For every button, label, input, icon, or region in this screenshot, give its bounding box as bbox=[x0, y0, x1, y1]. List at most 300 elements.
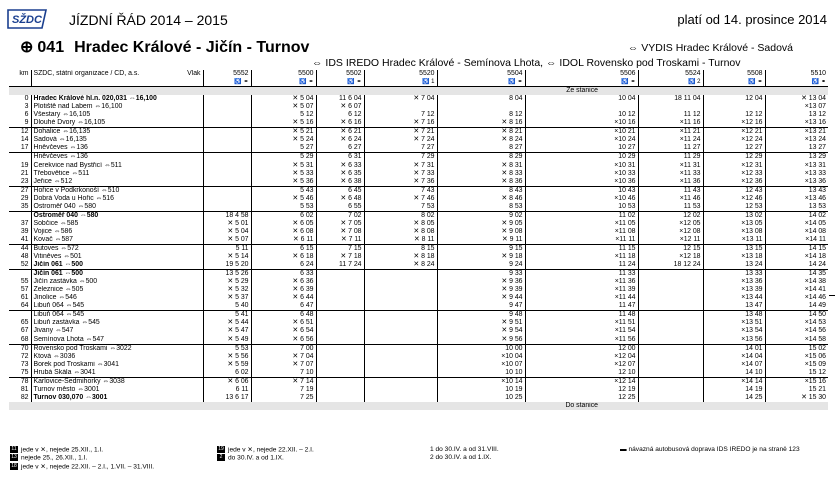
row-km: 70 bbox=[9, 344, 31, 353]
row-time: ×12 46 bbox=[703, 195, 765, 203]
row-km: 68 bbox=[9, 336, 31, 345]
row-time: 11 15 bbox=[525, 244, 638, 253]
row-time bbox=[316, 294, 364, 302]
row-time: 9 15 bbox=[437, 244, 525, 253]
row-time: ✕ 5 07 bbox=[251, 103, 316, 111]
row-time: 18 11 04 bbox=[638, 95, 703, 103]
row-km: 41 bbox=[9, 236, 31, 245]
row-time: 12 10 bbox=[525, 369, 638, 378]
row-time bbox=[638, 311, 703, 320]
row-time bbox=[638, 336, 703, 345]
footnote-text: jede v ✕, nejede 22.XII. – 2.I., 1.VII. – 31.VIII. bbox=[21, 462, 155, 470]
footnotes-col4 bbox=[620, 446, 820, 454]
row-time: ×10 21 bbox=[525, 128, 638, 137]
row-station: Borek pod Troskami ⇔3041 bbox=[31, 361, 203, 369]
row-station: Karlovice-Sedmihorky ⇔3038 bbox=[31, 377, 203, 386]
row-time: ✕ 7 21 bbox=[364, 128, 437, 137]
row-station: Jivany ⇔547 bbox=[31, 327, 203, 335]
row-time: ✕ 5 31 bbox=[251, 162, 316, 170]
row-time: ×14 05 bbox=[804, 219, 826, 227]
row-time bbox=[364, 386, 437, 394]
row-time: 9 02 bbox=[437, 211, 525, 220]
row-time bbox=[638, 353, 703, 361]
row-time bbox=[203, 136, 251, 144]
row-time: ×14 56 bbox=[804, 327, 826, 335]
table-row bbox=[9, 361, 828, 369]
row-time: ✕ 6 16 bbox=[316, 119, 364, 128]
row-km: 65 bbox=[9, 319, 31, 327]
row-time bbox=[364, 302, 437, 311]
row-time: ✕ 7 04 bbox=[364, 95, 437, 103]
row-time bbox=[203, 203, 251, 212]
row-station: Libuň zastávka ⇔545 bbox=[31, 319, 203, 327]
row-time bbox=[638, 319, 703, 327]
row-time: ×10 24 bbox=[525, 136, 638, 144]
row-time: 6 02 bbox=[251, 211, 316, 220]
bus-icon: ▬ bbox=[620, 446, 629, 453]
row-time bbox=[364, 319, 437, 327]
route-symbol-icon: ⊕ bbox=[20, 39, 34, 56]
row-time: 15 02 bbox=[765, 344, 828, 353]
table-row bbox=[9, 95, 828, 103]
connection-note-iredo-idol: ⇔ IDS IREDO Hradec Králové - Semínova Lhota, ⇔ IDOL Rovensko pod Troskami - Turnov bbox=[312, 57, 741, 69]
table-row bbox=[9, 377, 828, 386]
row-time: ×13 54 bbox=[703, 327, 765, 335]
row-time: 6 27 bbox=[316, 144, 364, 153]
row-time: 8 04 bbox=[437, 95, 525, 103]
row-time: ✕ 6 35 bbox=[316, 170, 364, 178]
row-time: 10 19 bbox=[437, 386, 525, 394]
row-time: ✕ 7 07 bbox=[251, 361, 316, 369]
footnotes-col2 bbox=[217, 446, 314, 463]
row-time: ✕ 6 56 bbox=[251, 336, 316, 345]
row-time: ×10 14 bbox=[437, 377, 525, 386]
row-time bbox=[638, 294, 703, 302]
row-time: ✕ 5 36 bbox=[251, 178, 316, 187]
row-station: Vitiněves ⇔501 bbox=[31, 253, 203, 261]
row-time: ×12 05 bbox=[638, 220, 703, 228]
row-time: 14 49 bbox=[808, 302, 826, 310]
row-time: ✕ 8 46 bbox=[437, 195, 525, 203]
row-time: ✕ 6 36 bbox=[251, 278, 316, 286]
row-time: 12 25 bbox=[525, 394, 638, 402]
row-time: ✕ 8 33 bbox=[437, 170, 525, 178]
row-time: 7 43 bbox=[364, 186, 437, 195]
row-time: ×13 36 bbox=[804, 177, 826, 185]
row-time: ✕ 6 21 bbox=[316, 128, 364, 137]
row-time: ×10 33 bbox=[525, 170, 638, 178]
row-time: ×11 46 bbox=[638, 195, 703, 203]
header-row-trains bbox=[9, 70, 828, 78]
table-row bbox=[9, 103, 828, 111]
row-time: 5 40 bbox=[203, 302, 251, 311]
row-time: 5 43 bbox=[251, 186, 316, 195]
row-time bbox=[364, 278, 437, 286]
row-time: 14 15 bbox=[765, 244, 828, 253]
row-time: ×12 21 bbox=[703, 128, 765, 137]
row-time bbox=[638, 369, 703, 378]
row-time: 11 27 bbox=[638, 144, 703, 153]
row-time: ×15 16 bbox=[765, 377, 828, 386]
row-time: ×14 07 bbox=[703, 361, 765, 369]
row-time: 14 35 bbox=[765, 270, 828, 279]
row-time: 14 10 bbox=[703, 369, 765, 378]
row-station: Libuň 064 ⇔545 bbox=[31, 302, 203, 311]
row-time: ✕ 7 31 bbox=[364, 162, 437, 170]
row-time: 12 04 bbox=[703, 95, 765, 103]
row-time bbox=[364, 369, 437, 378]
row-time: ×12 36 bbox=[703, 178, 765, 187]
row-time: 8 29 bbox=[437, 153, 525, 162]
row-time bbox=[364, 361, 437, 369]
row-time: ×12 31 bbox=[703, 162, 765, 170]
timetable bbox=[9, 70, 828, 410]
szdc-logo bbox=[6, 8, 48, 30]
row-km: 9 bbox=[9, 119, 31, 128]
row-station: Turnov město ⇔3001 bbox=[31, 386, 203, 394]
row-km: 21 bbox=[9, 170, 31, 178]
row-station: Železnice ⇔505 bbox=[31, 286, 203, 294]
row-km bbox=[9, 153, 31, 162]
train-facility-icon: ♿ 1 bbox=[364, 78, 437, 87]
row-time: ×11 54 bbox=[525, 327, 638, 335]
row-station: Vojice ⇔586 bbox=[31, 228, 203, 236]
row-time: 10 29 bbox=[525, 153, 638, 162]
row-time: 13 43 bbox=[765, 186, 828, 195]
row-km: 35 bbox=[9, 203, 31, 212]
row-time: ✕ 5 46 bbox=[251, 195, 316, 203]
row-time: 11 43 bbox=[638, 186, 703, 195]
row-time: ×12 24 bbox=[703, 136, 765, 144]
row-time: 19 5 20 bbox=[203, 261, 251, 270]
row-station: Dlouhé Dvory ⇔16,105 bbox=[31, 119, 203, 128]
row-time: ✕ 9 39 bbox=[437, 286, 525, 294]
row-time bbox=[203, 95, 251, 103]
row-time bbox=[203, 128, 251, 137]
row-time bbox=[316, 270, 364, 279]
bus-note: návazná autobusová doprava IDS IREDO je na straně 123 bbox=[628, 446, 800, 453]
table-row bbox=[9, 369, 828, 378]
row-time: ✕ 7 36 bbox=[364, 178, 437, 187]
row-time: ✕ 5 21 bbox=[251, 128, 316, 137]
row-time: 13 47 bbox=[703, 302, 765, 311]
row-time: 11 47 bbox=[525, 302, 638, 311]
row-time: ×14 46 bbox=[804, 294, 826, 302]
train-number: 5502 bbox=[316, 70, 364, 78]
table-row bbox=[9, 344, 828, 353]
row-time: ✕ 9 18 bbox=[437, 253, 525, 261]
row-time: 9 24 bbox=[437, 261, 525, 270]
header-km-blank bbox=[9, 78, 31, 87]
row-time: ✕ 15 30 bbox=[801, 393, 826, 401]
row-time: 8 43 bbox=[437, 186, 525, 195]
footnote: 2 do 30.IV. a od 1.IX. bbox=[430, 454, 492, 461]
page-edge-mark bbox=[829, 295, 835, 296]
row-time: ✕ 6 54 bbox=[251, 327, 316, 335]
row-station: Ktová ⇔3036 bbox=[31, 353, 203, 361]
table-row bbox=[9, 278, 828, 286]
row-time: 13 12 bbox=[808, 111, 826, 119]
table-row bbox=[9, 336, 828, 345]
row-time: ✕ 5 49 bbox=[203, 336, 251, 345]
row-time: ×13 44 bbox=[703, 294, 765, 302]
row-time: ×13 21 bbox=[765, 128, 828, 137]
row-km: 29 bbox=[9, 195, 31, 203]
row-time: ×13 16 bbox=[804, 119, 826, 127]
table-row bbox=[9, 253, 828, 261]
row-time: 11 29 bbox=[638, 153, 703, 162]
row-time bbox=[316, 361, 364, 369]
table-row bbox=[9, 162, 828, 170]
row-time bbox=[364, 286, 437, 294]
row-time bbox=[364, 270, 437, 279]
row-time: ×11 33 bbox=[638, 170, 703, 178]
row-time: ✕ 6 44 bbox=[251, 294, 316, 302]
row-time: ✕ 8 11 bbox=[364, 236, 437, 245]
table-row bbox=[9, 153, 828, 162]
table-row bbox=[9, 128, 828, 137]
row-time: ×12 16 bbox=[703, 119, 765, 128]
row-time: 13 27 bbox=[808, 144, 826, 152]
row-station: Ostroměř 040 ⇔580 bbox=[31, 203, 203, 212]
header-operator-blank bbox=[31, 78, 203, 87]
row-time: ×15 09 bbox=[804, 360, 826, 368]
train-facility-icon: ♿ ⚭ bbox=[203, 78, 251, 87]
row-time: 10 10 bbox=[437, 369, 525, 378]
row-time: ✕ 8 24 bbox=[437, 136, 525, 144]
row-time: ✕ 8 24 bbox=[364, 261, 437, 270]
row-time: 10 00 bbox=[437, 344, 525, 353]
row-time: ✕ 5 56 bbox=[203, 353, 251, 361]
row-time: ✕ 6 05 bbox=[251, 220, 316, 228]
footnote bbox=[10, 454, 154, 462]
row-time: ×12 07 bbox=[525, 361, 638, 369]
row-time: ×11 11 bbox=[525, 236, 638, 245]
row-time bbox=[203, 153, 251, 162]
row-time: ×13 51 bbox=[703, 319, 765, 327]
operator-label: SŽDC, státní organizace / ČD, a.s. bbox=[33, 70, 140, 77]
row-time: 11 48 bbox=[525, 311, 638, 320]
row-time: 6 02 bbox=[203, 369, 251, 378]
row-time: ×11 36 bbox=[638, 178, 703, 187]
header-operator bbox=[31, 70, 203, 78]
band-from-station-label: Ze stanice bbox=[9, 87, 828, 96]
row-time bbox=[316, 302, 364, 311]
row-km bbox=[9, 211, 31, 220]
row-time bbox=[638, 327, 703, 335]
row-time: ×12 33 bbox=[703, 170, 765, 178]
row-station: Hněvčeves ⇔136 bbox=[31, 144, 203, 153]
row-time: ×11 31 bbox=[638, 162, 703, 170]
row-time: 7 15 bbox=[316, 244, 364, 253]
row-time: ✕ 8 16 bbox=[437, 119, 525, 128]
row-time: 18 12 24 bbox=[638, 261, 703, 270]
row-time: ×11 24 bbox=[638, 136, 703, 144]
row-time: ✕ 7 11 bbox=[316, 236, 364, 245]
row-time: 12 19 bbox=[525, 386, 638, 394]
row-station: Jičín 061 ⇔500 bbox=[31, 270, 203, 279]
row-time bbox=[316, 311, 364, 320]
row-time: ✕ 5 47 bbox=[203, 327, 251, 335]
row-time: 7 02 bbox=[316, 211, 364, 220]
row-time: ✕ 5 07 bbox=[203, 236, 251, 245]
row-time: 12 02 bbox=[638, 211, 703, 220]
row-time: ✕ 7 18 bbox=[316, 253, 364, 261]
row-time: ✕ 7 24 bbox=[364, 136, 437, 144]
row-time: ✕ 5 04 bbox=[251, 95, 316, 103]
row-station: Hrubá Skála ⇔3041 bbox=[31, 369, 203, 378]
footnote-mark: 2 bbox=[217, 454, 225, 461]
row-station: Všestary ⇔16,105 bbox=[31, 111, 203, 119]
train-facility-icon: ♿ ⚭ bbox=[703, 78, 765, 87]
row-time: ×14 11 bbox=[805, 235, 826, 243]
row-time: 9 47 bbox=[437, 302, 525, 311]
row-time: ×13 33 bbox=[804, 169, 826, 177]
row-station: Kovač ⇔587 bbox=[31, 236, 203, 245]
row-time: ×14 38 bbox=[804, 278, 826, 286]
logo-text: SŽDC bbox=[12, 14, 42, 26]
row-time: ✕ 9 08 bbox=[437, 228, 525, 236]
row-time: 10 53 bbox=[525, 203, 638, 212]
row-time: ✕ 6 48 bbox=[316, 195, 364, 203]
footnote-mark: 11 bbox=[11, 446, 17, 452]
row-station: Cerekvice nad Bystřicí ⇔511 bbox=[31, 162, 203, 170]
row-time: 9 33 bbox=[437, 270, 525, 279]
row-time bbox=[364, 311, 437, 320]
train-facility-icon: ♿ ⚭ bbox=[316, 78, 364, 87]
row-time: 13 33 bbox=[703, 270, 765, 279]
row-station: Dobrá Voda u Hořic ⇔516 bbox=[31, 195, 203, 203]
footnotes-col3 bbox=[430, 446, 499, 462]
row-time: ✕ 8 18 bbox=[364, 253, 437, 261]
row-time: ×13 11 bbox=[703, 236, 765, 245]
row-time bbox=[316, 327, 364, 335]
row-time: ✕ 9 54 bbox=[437, 327, 525, 335]
row-time: ✕ 9 36 bbox=[437, 278, 525, 286]
row-time: 12 00 bbox=[525, 344, 638, 353]
row-time: ✕ 5 32 bbox=[203, 286, 251, 294]
row-station: Sadová ⇔16,135 bbox=[31, 136, 203, 144]
row-time: ×14 41 bbox=[804, 286, 826, 294]
row-time: ✕ 5 04 bbox=[203, 228, 251, 236]
row-station: Hněvčeves ⇔136 bbox=[31, 153, 203, 162]
row-time bbox=[364, 103, 437, 111]
row-time: ×14 08 bbox=[804, 227, 826, 235]
table-row bbox=[9, 319, 828, 327]
row-time: 14 19 bbox=[703, 386, 765, 394]
row-time: ✕ 6 51 bbox=[251, 319, 316, 327]
row-time: ×11 56 bbox=[525, 336, 638, 345]
row-time: 11 02 bbox=[525, 211, 638, 220]
row-km: 55 bbox=[9, 278, 31, 286]
row-time: 18 4 58 bbox=[203, 211, 251, 220]
row-time bbox=[525, 103, 638, 111]
footnote: 1 do 30.IV. a od 31.VIII. bbox=[430, 446, 499, 453]
row-time: ✕ 7 16 bbox=[364, 119, 437, 128]
row-km: 73 bbox=[9, 361, 31, 369]
row-time: ✕ 9 11 bbox=[437, 236, 525, 245]
row-time bbox=[364, 327, 437, 335]
row-time: 7 53 bbox=[364, 203, 437, 212]
row-km: 27 bbox=[9, 186, 31, 195]
row-time bbox=[316, 394, 364, 402]
row-time: 14 02 bbox=[765, 211, 828, 220]
row-station: Rovensko pod Troskami ⇔3022 bbox=[31, 344, 203, 353]
table-row bbox=[9, 327, 828, 335]
footnote bbox=[217, 446, 314, 454]
row-time: 6 55 bbox=[316, 203, 364, 212]
table-row bbox=[9, 111, 828, 119]
row-km: 75 bbox=[9, 369, 31, 378]
train-number: 5510 bbox=[810, 70, 826, 77]
row-time bbox=[203, 144, 251, 153]
row-time bbox=[316, 369, 364, 378]
row-time bbox=[437, 103, 525, 111]
row-time: ✕ 8 08 bbox=[364, 228, 437, 236]
row-time: ✕ 7 04 bbox=[251, 353, 316, 361]
row-station: Jinolice ⇔546 bbox=[31, 294, 203, 302]
row-time: ✕ 5 29 bbox=[203, 278, 251, 286]
row-time: ✕ 13 04 bbox=[801, 95, 826, 103]
row-time: ✕ 8 21 bbox=[437, 128, 525, 137]
row-time: ✕ 6 39 bbox=[251, 286, 316, 294]
row-time bbox=[203, 119, 251, 128]
row-km: 14 bbox=[9, 136, 31, 144]
row-time: ×13 08 bbox=[703, 228, 765, 236]
table-row bbox=[9, 294, 828, 302]
row-time: ✕ 8 05 bbox=[364, 220, 437, 228]
row-time: ✕ 5 24 bbox=[251, 136, 316, 144]
row-station: Jičín 061 ⇔500 bbox=[31, 261, 203, 270]
row-time: ✕ 5 16 bbox=[251, 119, 316, 128]
train-number: 5506 bbox=[525, 70, 638, 78]
row-km bbox=[9, 270, 31, 279]
band-from-station bbox=[9, 87, 828, 96]
route-heading bbox=[20, 37, 309, 57]
row-time: ✕ 6 06 bbox=[203, 377, 251, 386]
row-time: 7 29 bbox=[364, 153, 437, 162]
row-time: 6 47 bbox=[251, 302, 316, 311]
row-time: 8 53 bbox=[437, 203, 525, 212]
row-time bbox=[638, 386, 703, 394]
row-station: Semínova Lhota ⇔547 bbox=[31, 336, 203, 345]
row-time: ×12 04 bbox=[525, 353, 638, 361]
row-km: 0 bbox=[9, 95, 31, 103]
row-station: Libuň 064 ⇔545 bbox=[31, 311, 203, 320]
row-time: 7 00 bbox=[251, 344, 316, 353]
train-facility-icon: ♿ ⚭ bbox=[765, 78, 828, 87]
row-time: ×12 14 bbox=[525, 377, 638, 386]
row-km: 44 bbox=[9, 244, 31, 253]
row-km: 78 bbox=[9, 377, 31, 386]
row-km: 61 bbox=[9, 294, 31, 302]
row-time bbox=[203, 195, 251, 203]
table-row bbox=[9, 261, 828, 270]
row-time: 6 31 bbox=[316, 153, 364, 162]
row-time: ×15 06 bbox=[804, 352, 826, 360]
row-time: 5 12 bbox=[251, 111, 316, 119]
row-time bbox=[638, 103, 703, 111]
row-time: 15 21 bbox=[808, 385, 826, 393]
row-time: 13 15 bbox=[703, 244, 765, 253]
table-row bbox=[9, 270, 828, 279]
table-row bbox=[9, 203, 828, 212]
footnotes-col1 bbox=[10, 446, 154, 471]
row-time: 11 24 bbox=[525, 261, 638, 270]
row-time: 12 12 bbox=[703, 111, 765, 119]
row-time bbox=[364, 336, 437, 345]
row-time bbox=[364, 353, 437, 361]
